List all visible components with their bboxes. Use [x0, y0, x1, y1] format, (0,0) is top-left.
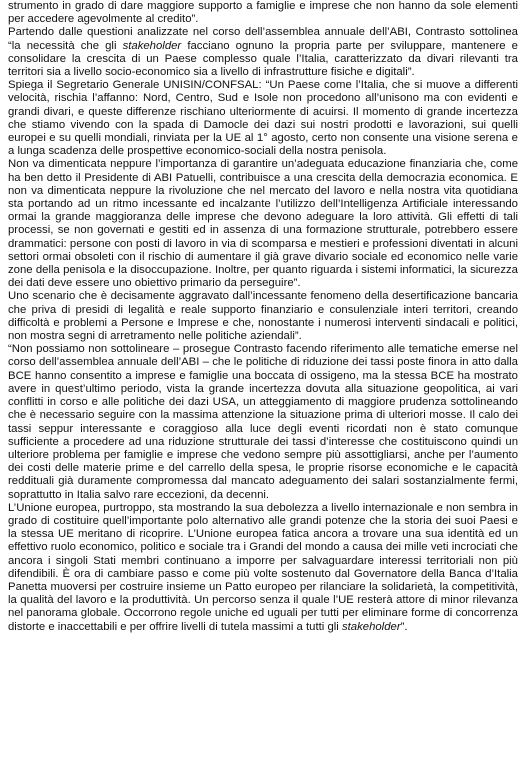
paragraph-5: Uno scenario che è decisamente aggravato dall’incessante fenomeno della desertificazione bancaria che priva di presidi di legalità e reale supporto finanziario e consulenziale interi territori, creando difficoltà e problemi a Persone e Imprese e che, nonostante i numerosi interventi sindacali e politici, non mostra segni di arretramento nelle politiche aziendali”.: [8, 290, 518, 343]
emphasis-text: stakeholder: [341, 620, 401, 633]
paragraph-1: strumento in grado di dare maggiore supporto a famiglie e imprese che non hanno da sole elementi per accedere agevolmente al credito”.: [8, 0, 518, 26]
paragraph-3: Spiega il Segretario Generale UNISIN/CONFSAL: “Un Paese come l’Italia, che si muove a differenti velocità, rischia l’affanno: Nord, Centro, Sud e Isole non procedono all’unisono ma con evidenti e grandi divari, e queste differenze rischiano ulteriormente di acuirsi. Il momento di grande incertezza che stiamo vivendo con la spada di Damocle dei dazi sui nostri prodotti e lavorazioni, sui quelli europei e su quelli mondiali, rinviata per la UE al 1° agosto, certo non consente una visione serena e a lunga scadenza delle prospettive economico-sociali della nostra penisola.: [8, 79, 518, 158]
paragraph-2: Partendo dalle questioni analizzate nel corso dell’assemblea annuale dell’ABI, Contrasto sottolinea “la necessità che gli stakeholder facciano ognuno la propria parte per sviluppare, mantenere e consolidare la crescita di un Paese complesso quale l’Italia, caratterizzato da divari rilevanti tra territori sia a livello socio-economico sia a livello di infrastrutture fisiche e digitali”.: [8, 26, 518, 79]
emphasis-text: stakeholder: [122, 39, 182, 52]
paragraph-7: L’Unione europea, purtroppo, sta mostrando la sua debolezza a livello internazionale e non sembra in grado di costituire quell’importante polo alternativo alle grandi potenze che la storia dei suoi Paesi e la stessa UE meritano di ricoprire. L’Unione europea fatica ancora a trovare una sua identità ed un effettivo ruolo economico, politico e sociale tra i Grandi del mondo a causa dei mille veti incrociati che ancora i singoli Stati membri continuano a imporre per salvaguardare interessi territoriali non più difendibili. È ora di cambiare passo e come più volte sostenuto dal Governatore della Banca d’Italia Panetta muoversi per costruire insieme un Patto europeo per rilanciare la solidarietà, la competitività, la qualità del lavoro e la produttività. Un percorso senza il quale l’UE resterà attore di minor rilevanza nel panorama globale. Occorrono regole uniche ed uguali per tutti per eliminare forme di concorrenza distorte e inaccettabili e per offrire livelli di tutela massimi a tutti gli stakeholder”.: [8, 501, 518, 633]
paragraph-4: Non va dimenticata neppure l’importanza di garantire un’adeguata educazione finanziaria che, come ha ben detto il Presidente di ABI Patuelli, contribuisce a una crescita della democrazia economica. E non va dimenticata neppure la rivoluzione che nel mercato del lavoro e nella nostra vita quotidiana sta portando ad un ritmo incessante ed incalzante l’utilizzo dell’Intelligenza Artificiale interessando ormai la grande maggioranza delle imprese che devono adeguare la loro attività. Gli effetti di tali processi, se non governati e gestiti ed in assenza di una formazione strutturale, potrebbero essere drammatici: persone con posti di lavoro in via di scomparsa e mestieri e professioni diventati in alcuni settori ormai obsoleti con il rischio di aumentare il già grave divario sociale ed economico nelle varie zone della penisola e la disoccupazione. Inoltre, per quanto riguarda i sistemi informatici, la sicurezza dei dati deve essere uno obiettivo primario da perseguire”.: [8, 158, 518, 290]
paragraph-6: “Non possiamo non sottolineare – prosegue Contrasto facendo riferimento alle tematiche emerse nel corso dell’assemblea annuale dell’ABI – che le politiche di riduzione dei tassi poste finora in atto dalla BCE hanno consentito a imprese e famiglie una boccata di ossigeno, ma la stessa BCE ha mostrato avere in quest’ultimo periodo, vista la grande incertezza dovuta alla situazione geopolitica, ai vari conflitti in corso e alle politiche dei dazi USA, un atteggiamento di maggiore prudenza sottolineando che è necessario seguire con la massima attenzione la situazione prima di ulteriori mosse. Il calo dei tassi seppur interessante e coraggioso alla luce degli eventi ricordati non è stato comunque sufficiente a procedere ad una riduzione strutturale dei tassi d’interesse che costituiscono quindi un ulteriore problema per famiglie e imprese che vedono sempre più assottigliarsi, anche per l’aumento dei costi delle materie prime e del carrello della spesa, le proprie risorse economiche e le capacità reddituali già duramente compromessa dal mancato adeguamento dei salari sostanzialmente fermi, soprattutto in Italia salvo rare eccezioni, da decenni.: [8, 343, 518, 501]
document-page: [8, 0, 518, 634]
